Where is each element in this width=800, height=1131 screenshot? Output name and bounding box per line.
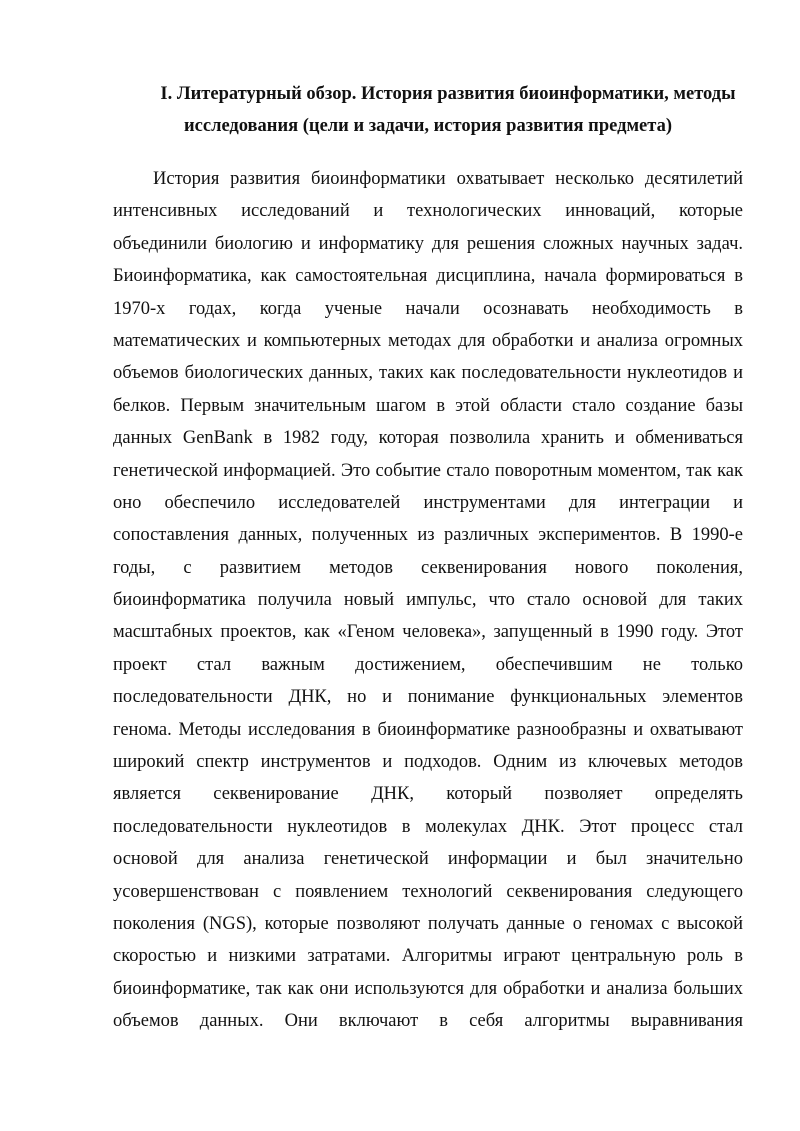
paragraph-line: проект стал важным достижением, обеспечившим не только <box>113 654 743 675</box>
paragraph-line: основой для анализа генетической информации и был значительно <box>113 849 743 870</box>
paragraph-line: математических и компьютерных методах для обработки и анализа огромных <box>113 330 743 351</box>
paragraph-line: интенсивных исследований и технологических инноваций, которые <box>113 201 743 222</box>
paragraph-line: генома. Методы исследования в биоинформатике разнообразны и охватывают <box>113 719 743 740</box>
heading-line-1: I. Литературный обзор. История развития биоинформатики, методы <box>160 84 736 104</box>
paragraph-line: последовательности ДНК, но и понимание функциональных элементов <box>113 687 743 708</box>
paragraph-line: поколения (NGS), которые позволяют получать данные о геномах с высокой <box>113 913 743 934</box>
paragraph-line: широкий спектр инструментов и подходов. Одним из ключевых методов <box>113 752 743 773</box>
section-heading <box>113 78 743 142</box>
paragraph-line: является секвенирование ДНК, который позволяет определять <box>113 784 743 805</box>
paragraph-line: биоинформатика получила новый импульс, что стало основой для таких <box>113 590 743 611</box>
paragraph-line: Биоинформатика, как самостоятельная дисциплина, начала формироваться в <box>113 266 743 287</box>
paragraph-line: белков. Первым значительным шагом в этой области стало создание базы <box>113 395 743 416</box>
paragraph-line: сопоставления данных, полученных из различных экспериментов. В 1990-е <box>113 525 743 546</box>
paragraph-line: объемов данных. Они включают в себя алгоритмы выравнивания <box>113 1011 743 1032</box>
paragraph-line: усовершенствован с появлением технологий секвенирования следующего <box>113 881 743 902</box>
body-paragraph <box>113 163 743 1038</box>
heading-line-2: исследования (цели и задачи, история развития предмета) <box>183 116 672 136</box>
paragraph-line: годы, с развитием методов секвенирования нового поколения, <box>113 557 743 578</box>
paragraph-line: последовательности нуклеотидов в молекулах ДНК. Этот процесс стал <box>113 816 743 837</box>
paragraph-line: данных GenBank в 1982 году, которая позволила хранить и обмениваться <box>113 428 743 449</box>
paragraph-line: оно обеспечило исследователей инструментами для интеграции и <box>113 492 743 513</box>
paragraph-line: объемов биологических данных, таких как последовательности нуклеотидов и <box>113 363 743 384</box>
paragraph-line: масштабных проектов, как «Геном человека», запущенный в 1990 году. Этот <box>113 622 743 643</box>
paragraph-line: История развития биоинформатики охватывает несколько десятилетий <box>153 169 743 189</box>
paragraph-line: генетической информацией. Это событие стало поворотным моментом, так как <box>113 460 743 481</box>
paragraph-line: объединили биологию и информатику для решения сложных научных задач. <box>113 233 743 254</box>
paragraph-line: скоростью и низкими затратами. Алгоритмы играют центральную роль в <box>113 946 743 967</box>
paragraph-line: 1970-х годах, когда ученые начали осознавать необходимость в <box>113 298 743 319</box>
paragraph-line: биоинформатике, так как они используются для обработки и анализа больших <box>113 978 743 999</box>
